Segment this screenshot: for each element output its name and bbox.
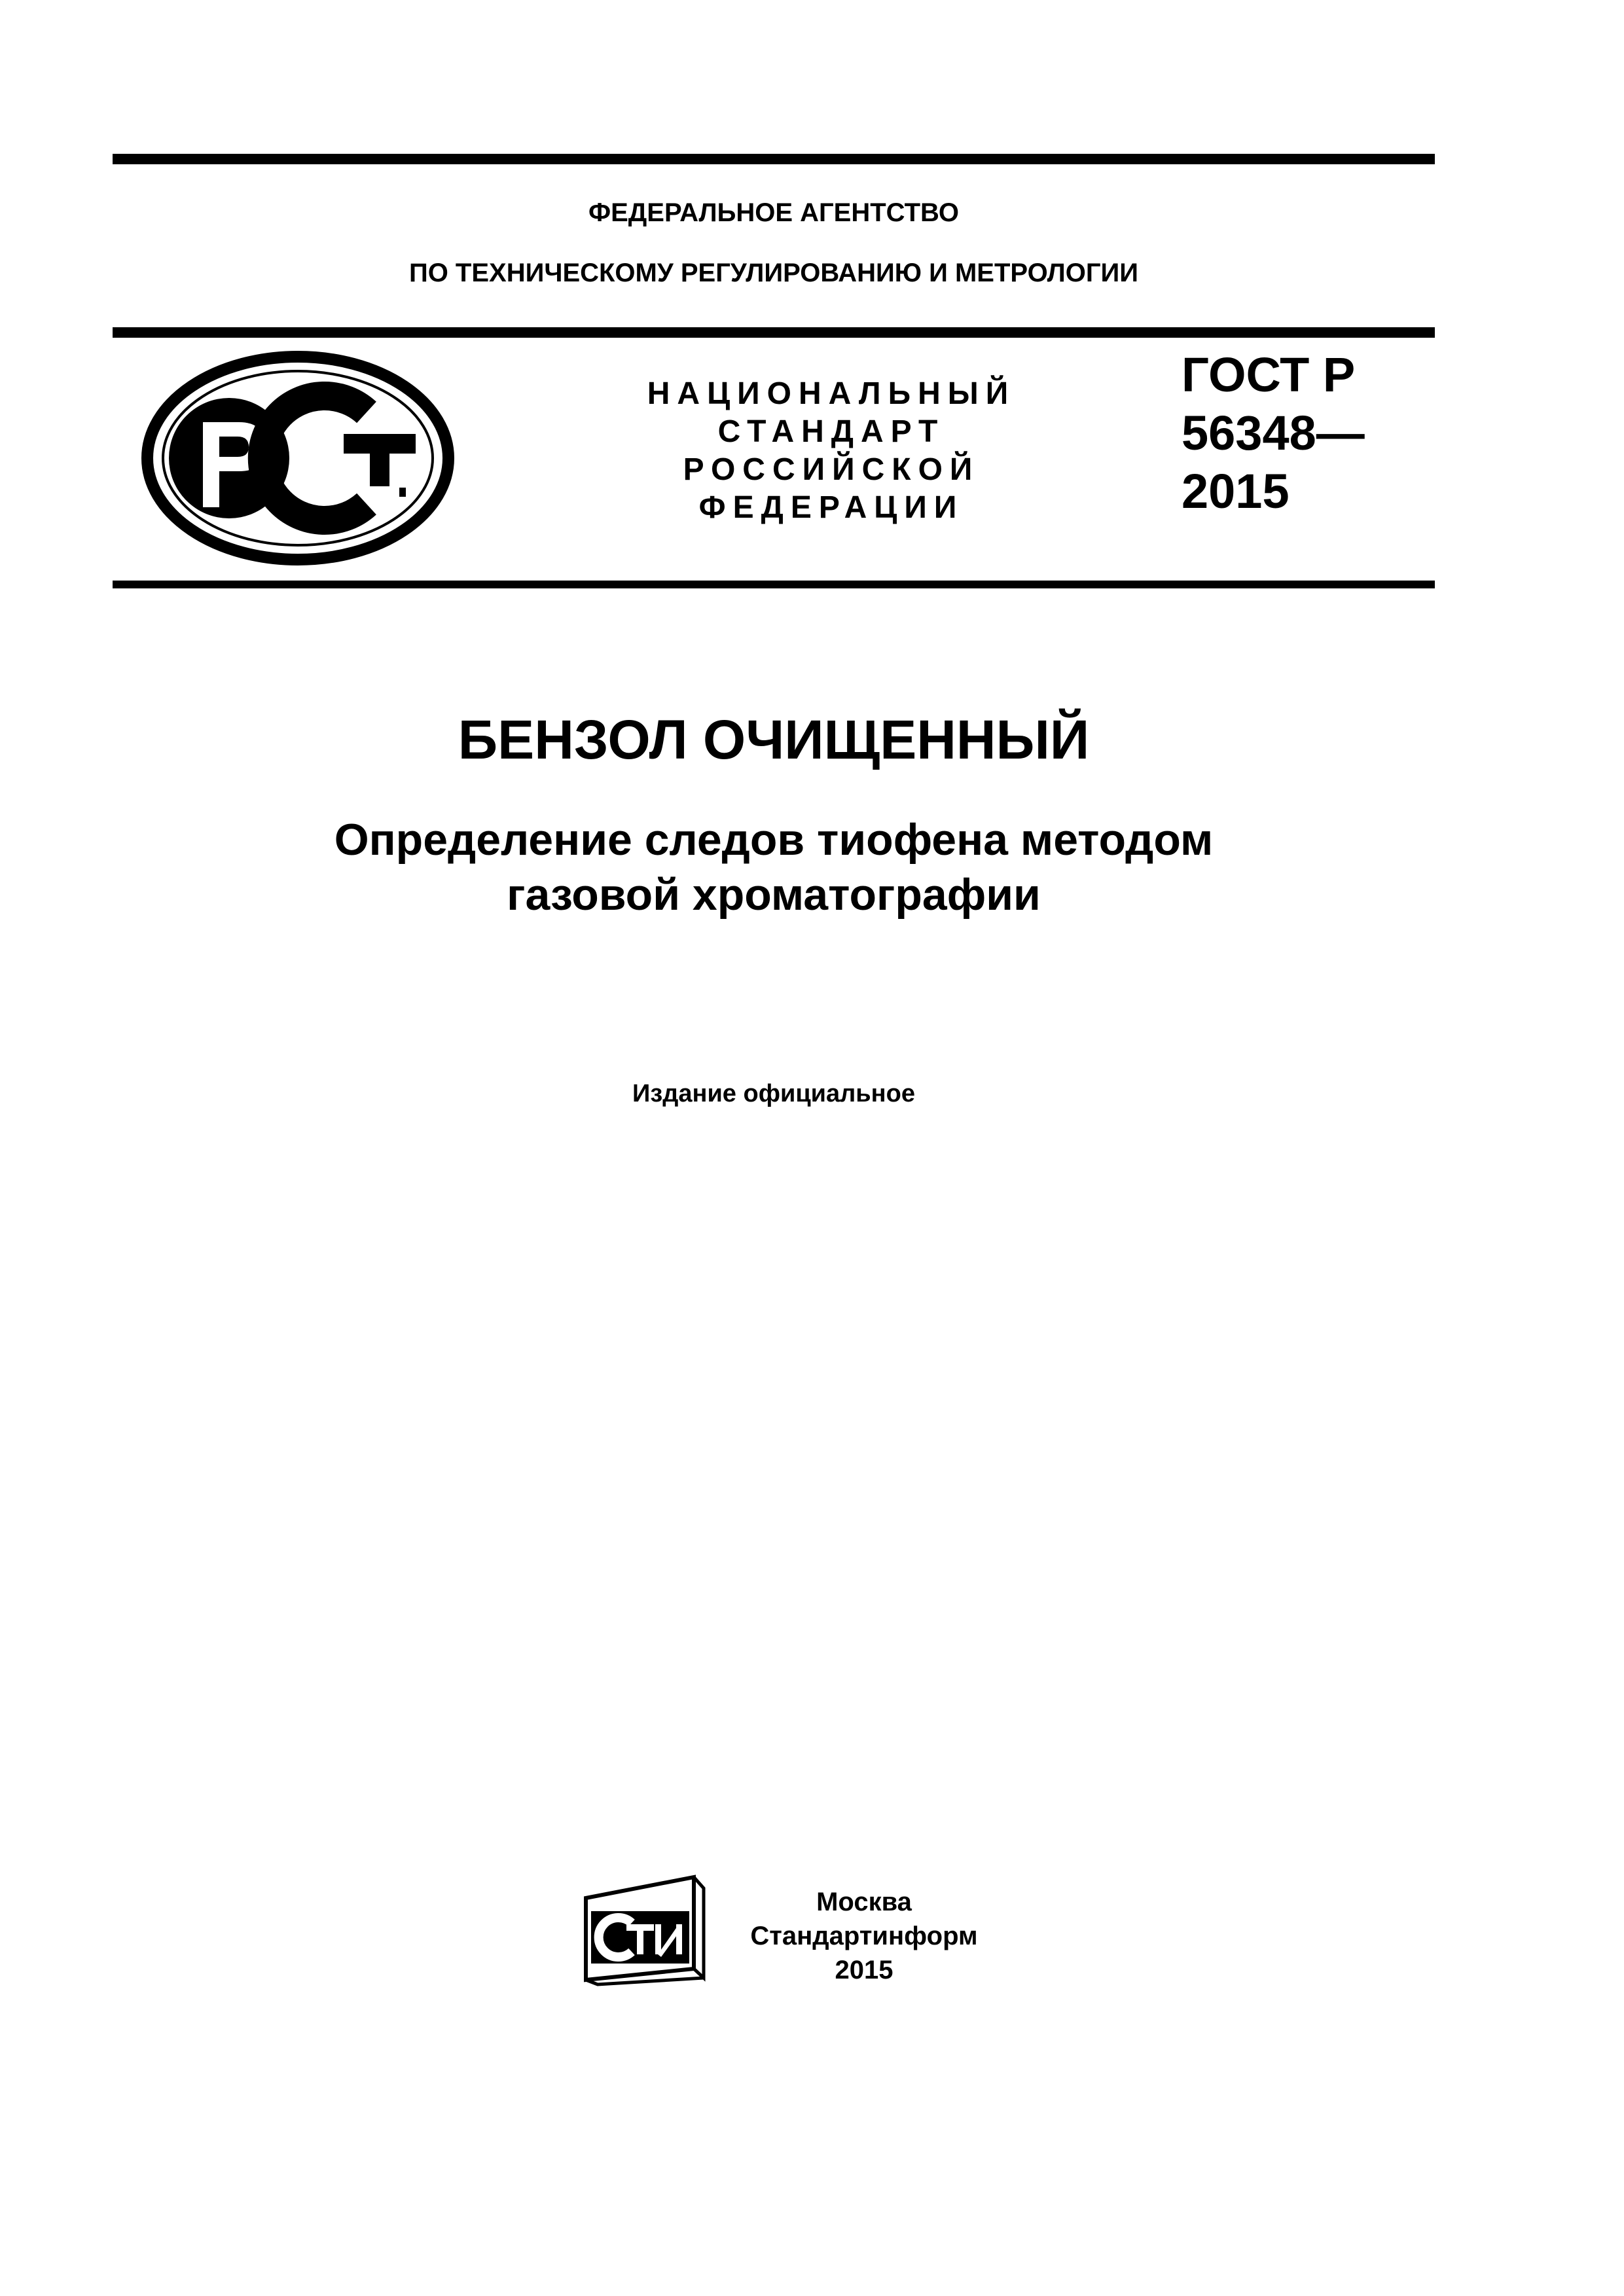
- document-subtitle-line-2: газовой хроматографии: [507, 870, 1041, 920]
- document-subtitle-line-1: Определение следов тиофена методом: [334, 815, 1214, 865]
- designation-line-4: ФЕДЕРАЦИИ: [698, 490, 964, 525]
- publisher-city: Москва: [816, 1888, 912, 1916]
- document-title: БЕНЗОЛ ОЧИЩЕННЫЙ: [458, 709, 1090, 770]
- header-rule: [113, 327, 1435, 338]
- top-rule: [113, 154, 1435, 164]
- edition-note: Издание официальное: [632, 1080, 915, 1107]
- agency-name-line-1: ФЕДЕРАЛЬНОЕ АГЕНТСТВО: [588, 198, 960, 227]
- agency-name-line-2: ПО ТЕХНИЧЕСКОМУ РЕГУЛИРОВАНИЮ И МЕТРОЛОГИИ: [408, 259, 1139, 287]
- standard-number-line-1: ГОСТ Р: [1182, 348, 1356, 402]
- header-bottom-rule: [113, 581, 1435, 588]
- designation-line-2: СТАНДАРТ: [717, 414, 945, 449]
- designation-line-1: НАЦИОНАЛЬНЫЙ: [647, 376, 1016, 411]
- publication-year: 2015: [835, 1956, 893, 1984]
- publisher-name: Стандартинформ: [750, 1922, 978, 1950]
- rst-conformity-mark-icon: [141, 350, 455, 566]
- designation-line-3: РОССИЙСКОЙ: [683, 452, 980, 487]
- standard-number-line-2: 56348—: [1182, 406, 1365, 460]
- standartinform-logo-icon: [579, 1872, 710, 1986]
- standard-number-line-3: 2015: [1182, 464, 1290, 518]
